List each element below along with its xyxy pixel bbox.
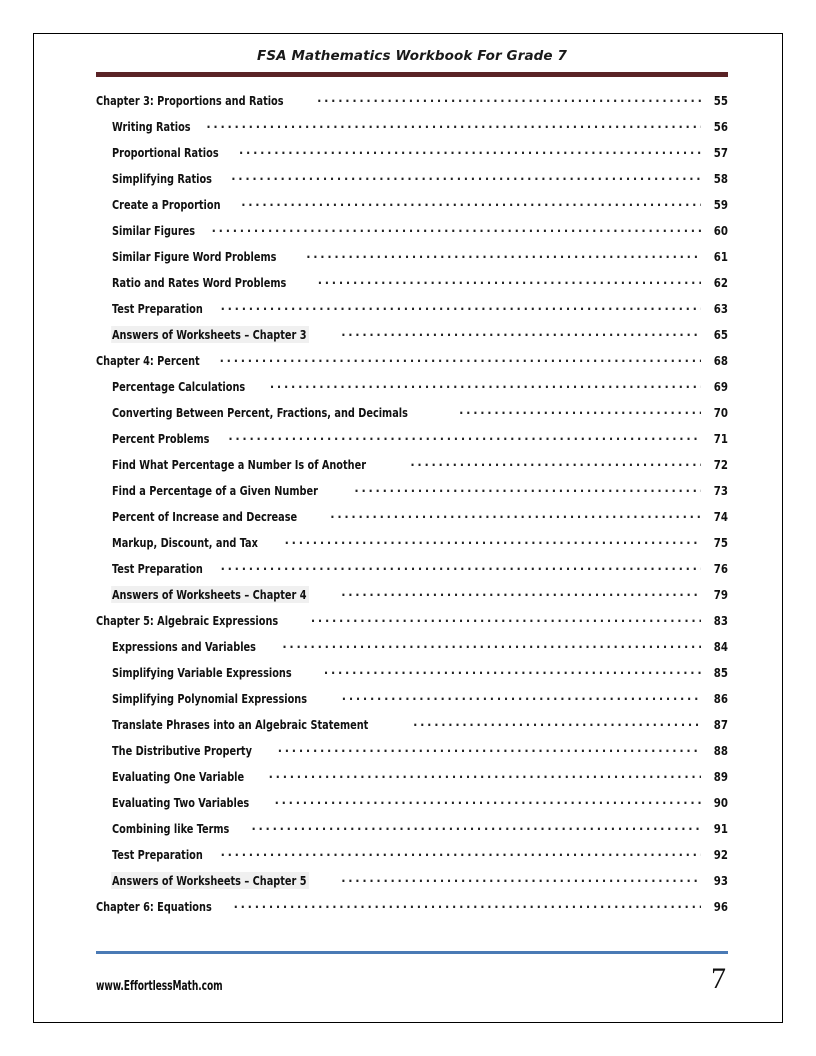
- toc-entry[interactable]: [96, 664, 728, 690]
- toc-entry-label: Similar Figure Word Problems: [112, 248, 277, 264]
- toc-entry-page-number: 85: [713, 664, 728, 680]
- toc-entry-label: Percent of Increase and Decrease: [112, 508, 298, 524]
- toc-entry-label: Test Preparation: [112, 846, 203, 862]
- toc-entry-page-number: 61: [713, 248, 728, 264]
- toc-leader-dots: [306, 248, 701, 261]
- toc-entry-page-number: 69: [713, 378, 728, 394]
- toc-entry-page-number: 58: [713, 170, 728, 186]
- toc-entry-label: Chapter 4: Percent: [96, 352, 200, 368]
- toc-entry-page-number: 90: [713, 794, 728, 810]
- toc-leader-dots: [241, 196, 701, 209]
- toc-entry[interactable]: [96, 690, 728, 716]
- toc-entry[interactable]: [96, 404, 728, 430]
- toc-leader-dots: [221, 846, 701, 859]
- toc-leader-dots: [220, 352, 701, 365]
- toc-entry-label: The Distributive Property: [112, 742, 252, 758]
- toc-leader-dots: [278, 742, 701, 755]
- toc-leader-dots: [317, 92, 701, 105]
- page-frame: [33, 33, 783, 1023]
- toc-leader-dots: [341, 326, 701, 339]
- toc-entry-label: Markup, Discount, and Tax: [112, 534, 258, 550]
- toc-leader-dots: [234, 898, 701, 911]
- toc-leader-dots: [206, 118, 701, 131]
- toc-entry-label: Percentage Calculations: [112, 378, 246, 394]
- toc-leader-dots: [324, 664, 701, 677]
- page-number: 7: [711, 962, 726, 995]
- toc-entry-label: Writing Ratios: [112, 118, 191, 134]
- toc-entry[interactable]: [96, 170, 728, 196]
- toc-leader-dots: [228, 430, 701, 443]
- toc-leader-dots: [269, 768, 701, 781]
- toc-leader-dots: [221, 300, 701, 313]
- toc-entry-page-number: 68: [713, 352, 728, 368]
- toc-entry-page-number: 96: [713, 898, 728, 914]
- toc-entry-page-number: 62: [713, 274, 728, 290]
- toc-entry-label: Proportional Ratios: [112, 144, 219, 160]
- toc-leader-dots: [275, 794, 701, 807]
- toc-leader-dots: [212, 222, 701, 235]
- toc-entry[interactable]: [96, 742, 728, 768]
- toc-entry-page-number: 72: [713, 456, 728, 472]
- toc-leader-dots: [410, 456, 701, 469]
- toc-entry-page-number: 76: [713, 560, 728, 576]
- toc-entry[interactable]: [96, 560, 728, 586]
- toc-entry-page-number: 84: [713, 638, 728, 654]
- toc-entry-page-number: 73: [713, 482, 728, 498]
- toc-entry-label: Create a Proportion: [112, 196, 221, 212]
- toc-entry-page-number: 89: [713, 768, 728, 784]
- toc-entry-page-number: 55: [713, 92, 728, 108]
- toc-entry-page-number: 79: [713, 586, 728, 602]
- running-header: [96, 48, 728, 77]
- toc-leader-dots: [270, 378, 701, 391]
- toc-entry[interactable]: [96, 274, 728, 300]
- toc-entry-label: Similar Figures: [112, 222, 196, 238]
- toc-entry-page-number: 70: [713, 404, 728, 420]
- toc-entry[interactable]: [96, 768, 728, 794]
- toc-entry[interactable]: [96, 716, 728, 742]
- toc-entry[interactable]: [96, 92, 728, 118]
- toc-entry-page-number: 75: [713, 534, 728, 550]
- toc-entry-page-number: 83: [713, 612, 728, 628]
- toc-entry-label: Chapter 5: Algebraic Expressions: [96, 612, 279, 628]
- toc-leader-dots: [231, 170, 701, 183]
- toc-entry[interactable]: [96, 196, 728, 222]
- toc-leader-dots: [285, 534, 701, 547]
- toc-entry[interactable]: [96, 820, 728, 846]
- toc-leader-dots: [342, 690, 701, 703]
- toc-leader-dots: [251, 820, 701, 833]
- toc-entry-page-number: 74: [713, 508, 728, 524]
- toc-entry-label: Evaluating Two Variables: [112, 794, 250, 810]
- toc-entry[interactable]: [96, 612, 728, 638]
- toc-entry-page-number: 93: [713, 872, 728, 888]
- toc-entry[interactable]: [96, 352, 728, 378]
- toc-entry[interactable]: [96, 638, 728, 664]
- toc-entry-page-number: 92: [713, 846, 728, 862]
- toc-entry[interactable]: [96, 534, 728, 560]
- toc-entry-page-number: 86: [713, 690, 728, 706]
- toc-entry-label: Translate Phrases into an Algebraic Statement: [112, 716, 369, 732]
- toc-leader-dots: [282, 638, 701, 651]
- toc-entry[interactable]: [96, 482, 728, 508]
- toc-entry[interactable]: [96, 378, 728, 404]
- toc-entry-label: Simplifying Ratios: [112, 170, 212, 186]
- toc-entry-label: Chapter 6: Equations: [96, 898, 212, 914]
- toc-entry[interactable]: [96, 794, 728, 820]
- toc-leader-dots: [341, 586, 701, 599]
- toc-entry-label: Ratio and Rates Word Problems: [112, 274, 287, 290]
- toc-leader-dots: [330, 508, 701, 521]
- toc-entry-label: Expressions and Variables: [112, 638, 256, 654]
- toc-entry-page-number: 60: [713, 222, 728, 238]
- toc-entry-label: Test Preparation: [112, 560, 203, 576]
- footer-rule: [96, 951, 728, 955]
- toc-leader-dots: [311, 612, 701, 625]
- toc-entry-label: Simplifying Polynomial Expressions: [112, 690, 308, 706]
- page-footer: [96, 951, 728, 995]
- toc-entry-page-number: 63: [713, 300, 728, 316]
- toc-entry-label: Answers of Worksheets – Chapter 5: [112, 872, 307, 888]
- toc-entry[interactable]: [96, 508, 728, 534]
- toc-leader-dots: [341, 872, 701, 885]
- toc-entry[interactable]: [96, 326, 728, 352]
- toc-entry-label: Converting Between Percent, Fractions, and Decimals: [112, 404, 408, 420]
- toc-entry-label: Answers of Worksheets – Chapter 3: [112, 326, 307, 342]
- toc-entry[interactable]: [96, 456, 728, 482]
- toc-entry-label: Answers of Worksheets – Chapter 4: [112, 586, 307, 602]
- toc-entry-label: Evaluating One Variable: [112, 768, 245, 784]
- toc-leader-dots: [413, 716, 701, 729]
- toc-entry-page-number: 87: [713, 716, 728, 732]
- toc-entry-page-number: 71: [713, 430, 728, 446]
- toc-entry[interactable]: [96, 300, 728, 326]
- toc-entry-page-number: 91: [713, 820, 728, 836]
- toc-entry[interactable]: [96, 118, 728, 144]
- toc-entry[interactable]: [96, 222, 728, 248]
- toc-entry[interactable]: [96, 144, 728, 170]
- toc-entry-page-number: 65: [713, 326, 728, 342]
- toc-entry-label: Percent Problems: [112, 430, 210, 446]
- header-rule: [96, 72, 728, 77]
- toc-leader-dots: [459, 404, 701, 417]
- toc-entry[interactable]: [96, 898, 728, 924]
- toc-leader-dots: [239, 144, 701, 157]
- toc-entry-page-number: 59: [713, 196, 728, 212]
- toc-entry[interactable]: [96, 430, 728, 456]
- toc-entry-page-number: 56: [713, 118, 728, 134]
- toc-leader-dots: [221, 560, 701, 573]
- toc-entry-label: Find What Percentage a Number Is of Another: [112, 456, 367, 472]
- toc-leader-dots: [354, 482, 701, 495]
- toc-entry-page-number: 57: [713, 144, 728, 160]
- toc-entry-label: Combining like Terms: [112, 820, 230, 836]
- toc-entry[interactable]: [96, 586, 728, 612]
- toc-entry-label: Simplifying Variable Expressions: [112, 664, 292, 680]
- table-of-contents: [96, 92, 728, 924]
- toc-entry[interactable]: [96, 248, 728, 274]
- footer-website-link[interactable]: www.EffortlessMath.com: [96, 979, 223, 994]
- toc-entry-page-number: 88: [713, 742, 728, 758]
- header-title: FSA Mathematics Workbook For Grade 7: [257, 48, 567, 64]
- toc-entry[interactable]: [96, 846, 728, 872]
- toc-entry[interactable]: [96, 872, 728, 898]
- toc-entry-label: Chapter 3: Proportions and Ratios: [96, 92, 284, 108]
- toc-entry-label: Test Preparation: [112, 300, 203, 316]
- toc-entry-label: Find a Percentage of a Given Number: [112, 482, 318, 498]
- toc-leader-dots: [318, 274, 701, 287]
